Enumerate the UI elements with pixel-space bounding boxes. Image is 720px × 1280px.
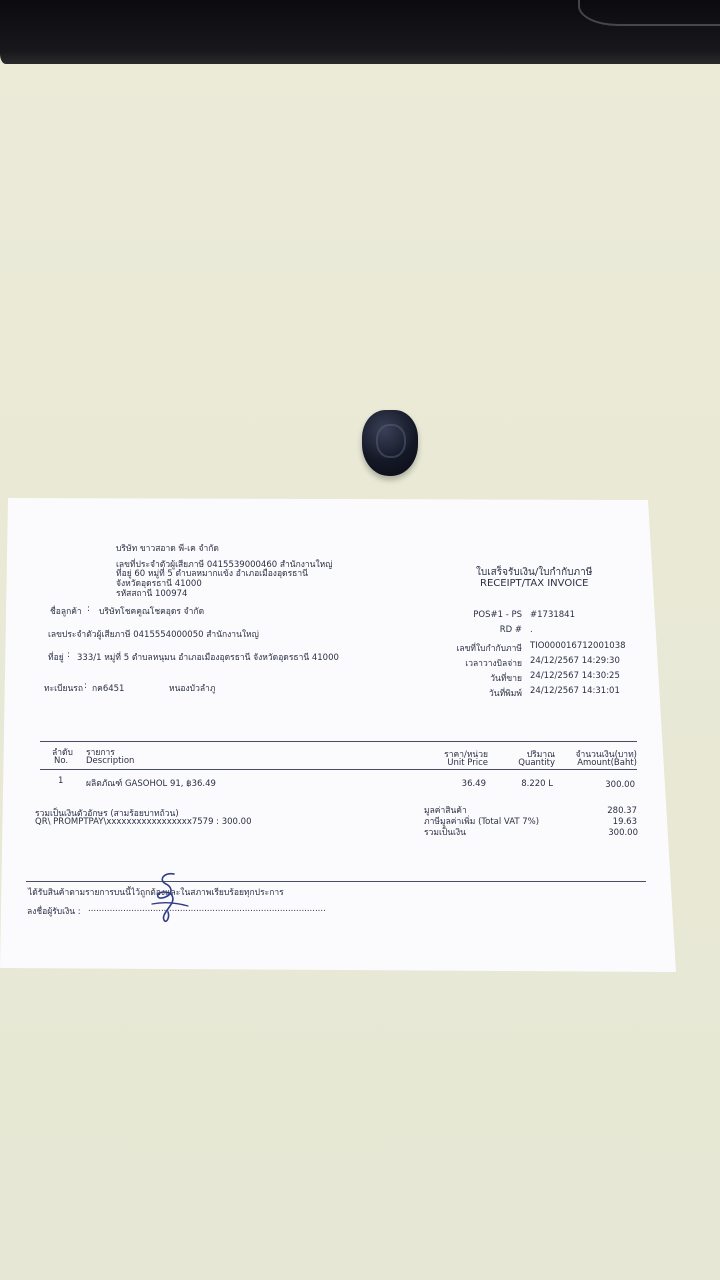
surface-rim (578, 0, 720, 26)
handwritten-signature (148, 868, 192, 926)
payment-line: QR\ PROMPTPAY\xxxxxxxxxxxxxxxxx7579 : 300.00 (35, 817, 252, 827)
plate-label: ทะเบียนรถ (44, 684, 83, 694)
doc-title-en: RECEIPT/TAX INVOICE (480, 578, 589, 589)
company-address-1: ที่อยู่ 60 หมู่ที่ 5 ตำบลหมากแข้ง อำเภอเมืองอุดรธานี (116, 569, 308, 579)
doc-title-th: ใบเสร็จรับเงิน/ใบกำกับภาษี (476, 567, 593, 578)
total-label-grand: รวมเป็นเงิน (424, 828, 466, 838)
company-tax-id: เลขที่ประจำตัวผู้เสียภาษี 0415539000460 สำนักงานใหญ่ (116, 560, 333, 570)
table-header-rule (40, 769, 637, 770)
header-desc-en: Description (86, 756, 135, 766)
total-value-grand: 300.00 (608, 828, 638, 838)
customer-name: บริษัทโชคคูณโชคอุดร จำกัด (99, 607, 205, 617)
dark-surface-edge (0, 0, 720, 64)
item-unit-price: 36.49 (461, 779, 486, 789)
footer-acknowledgement: ได้รับสินค้าตามรายการบนนี้ไว้ถูกต้องและในสภาพเรียบร้อยทุกประการ (28, 888, 284, 898)
plate-number: กค6451 (92, 684, 125, 694)
meta-value-print-date: 24/12/2567 14:31:01 (530, 686, 620, 696)
header-price-th: ราคา/หน่วย (444, 750, 488, 760)
meta-value-pos: #1731841 (530, 610, 575, 620)
meta-label-print-date: วันที่พิมพ์ (489, 689, 522, 699)
customer-address: 333/1 หมู่ที่ 5 ตำบลหนุมน อำเภอเมืองอุดรธานี จังหวัดอุดรธานี 41000 (77, 653, 339, 663)
item-description: ผลิตภัณฑ์ GASOHOL 91, ฿36.49 (86, 779, 216, 789)
total-value-goods: 280.37 (607, 806, 637, 816)
header-desc-th: รายการ (86, 748, 115, 758)
item-amount: 300.00 (605, 780, 635, 790)
black-knob-object (362, 410, 418, 476)
meta-label-pos: POS#1 - PS (473, 610, 522, 620)
customer-name-label: ชื่อลูกค้า (50, 607, 82, 617)
total-label-goods: มูลค่าสินค้า (424, 806, 467, 816)
header-amount-th: จำนวนเงิน(บาท) (575, 750, 637, 760)
meta-value-bill-time: 24/12/2567 14:29:30 (530, 656, 620, 666)
plate-province: หนองบัวลำภู (169, 684, 216, 694)
item-no: 1 (58, 776, 64, 786)
meta-value-rd: . (530, 625, 533, 635)
station-code: รหัสสถานี 100974 (116, 589, 188, 599)
total-label-vat: ภาษีมูลค่าเพิ่ม (Total VAT 7%) (424, 817, 540, 827)
company-address-2: จังหวัดอุดรธานี 41000 (116, 579, 202, 589)
meta-label-rd: RD # (499, 625, 522, 635)
meta-label-invoice: เลขที่ใบกำกับภาษี (456, 644, 522, 654)
customer-address-label: ที่อยู่ (48, 653, 64, 663)
header-no-th: ลำดับ (52, 748, 73, 758)
header-no-en: No. (54, 756, 69, 766)
table-top-rule (40, 741, 637, 742)
amount-in-words: รวมเป็นเงินตัวอักษร (สามร้อยบาทถ้วน) (35, 809, 179, 819)
header-price-en: Unit Price (447, 758, 488, 768)
signature-dotted-line: ........................................................................................ (88, 904, 326, 914)
meta-value-sale-date: 24/12/2567 14:30:25 (530, 671, 620, 681)
meta-label-bill-time: เวลาวางบิลจ่าย (465, 659, 522, 669)
item-quantity: 8.220 L (521, 779, 553, 789)
header-qty-en: Quantity (518, 758, 555, 768)
customer-tax-id: เลขประจำตัวผู้เสียภาษี 0415554000050 สำนักงานใหญ่ (48, 630, 259, 640)
header-amount-en: Amount(Baht) (577, 758, 637, 768)
meta-label-sale-date: วันที่ขาย (490, 674, 522, 684)
total-value-vat: 19.63 (612, 817, 637, 827)
footer-rule (26, 881, 646, 882)
company-name: บริษัท ขาวสอาด พี-เค จำกัด (116, 544, 219, 554)
meta-value-invoice: TIO000016712001038 (530, 641, 626, 651)
signature-label: ลงชื่อผู้รับเงิน : (27, 907, 81, 917)
header-qty-th: ปริมาณ (526, 750, 555, 760)
